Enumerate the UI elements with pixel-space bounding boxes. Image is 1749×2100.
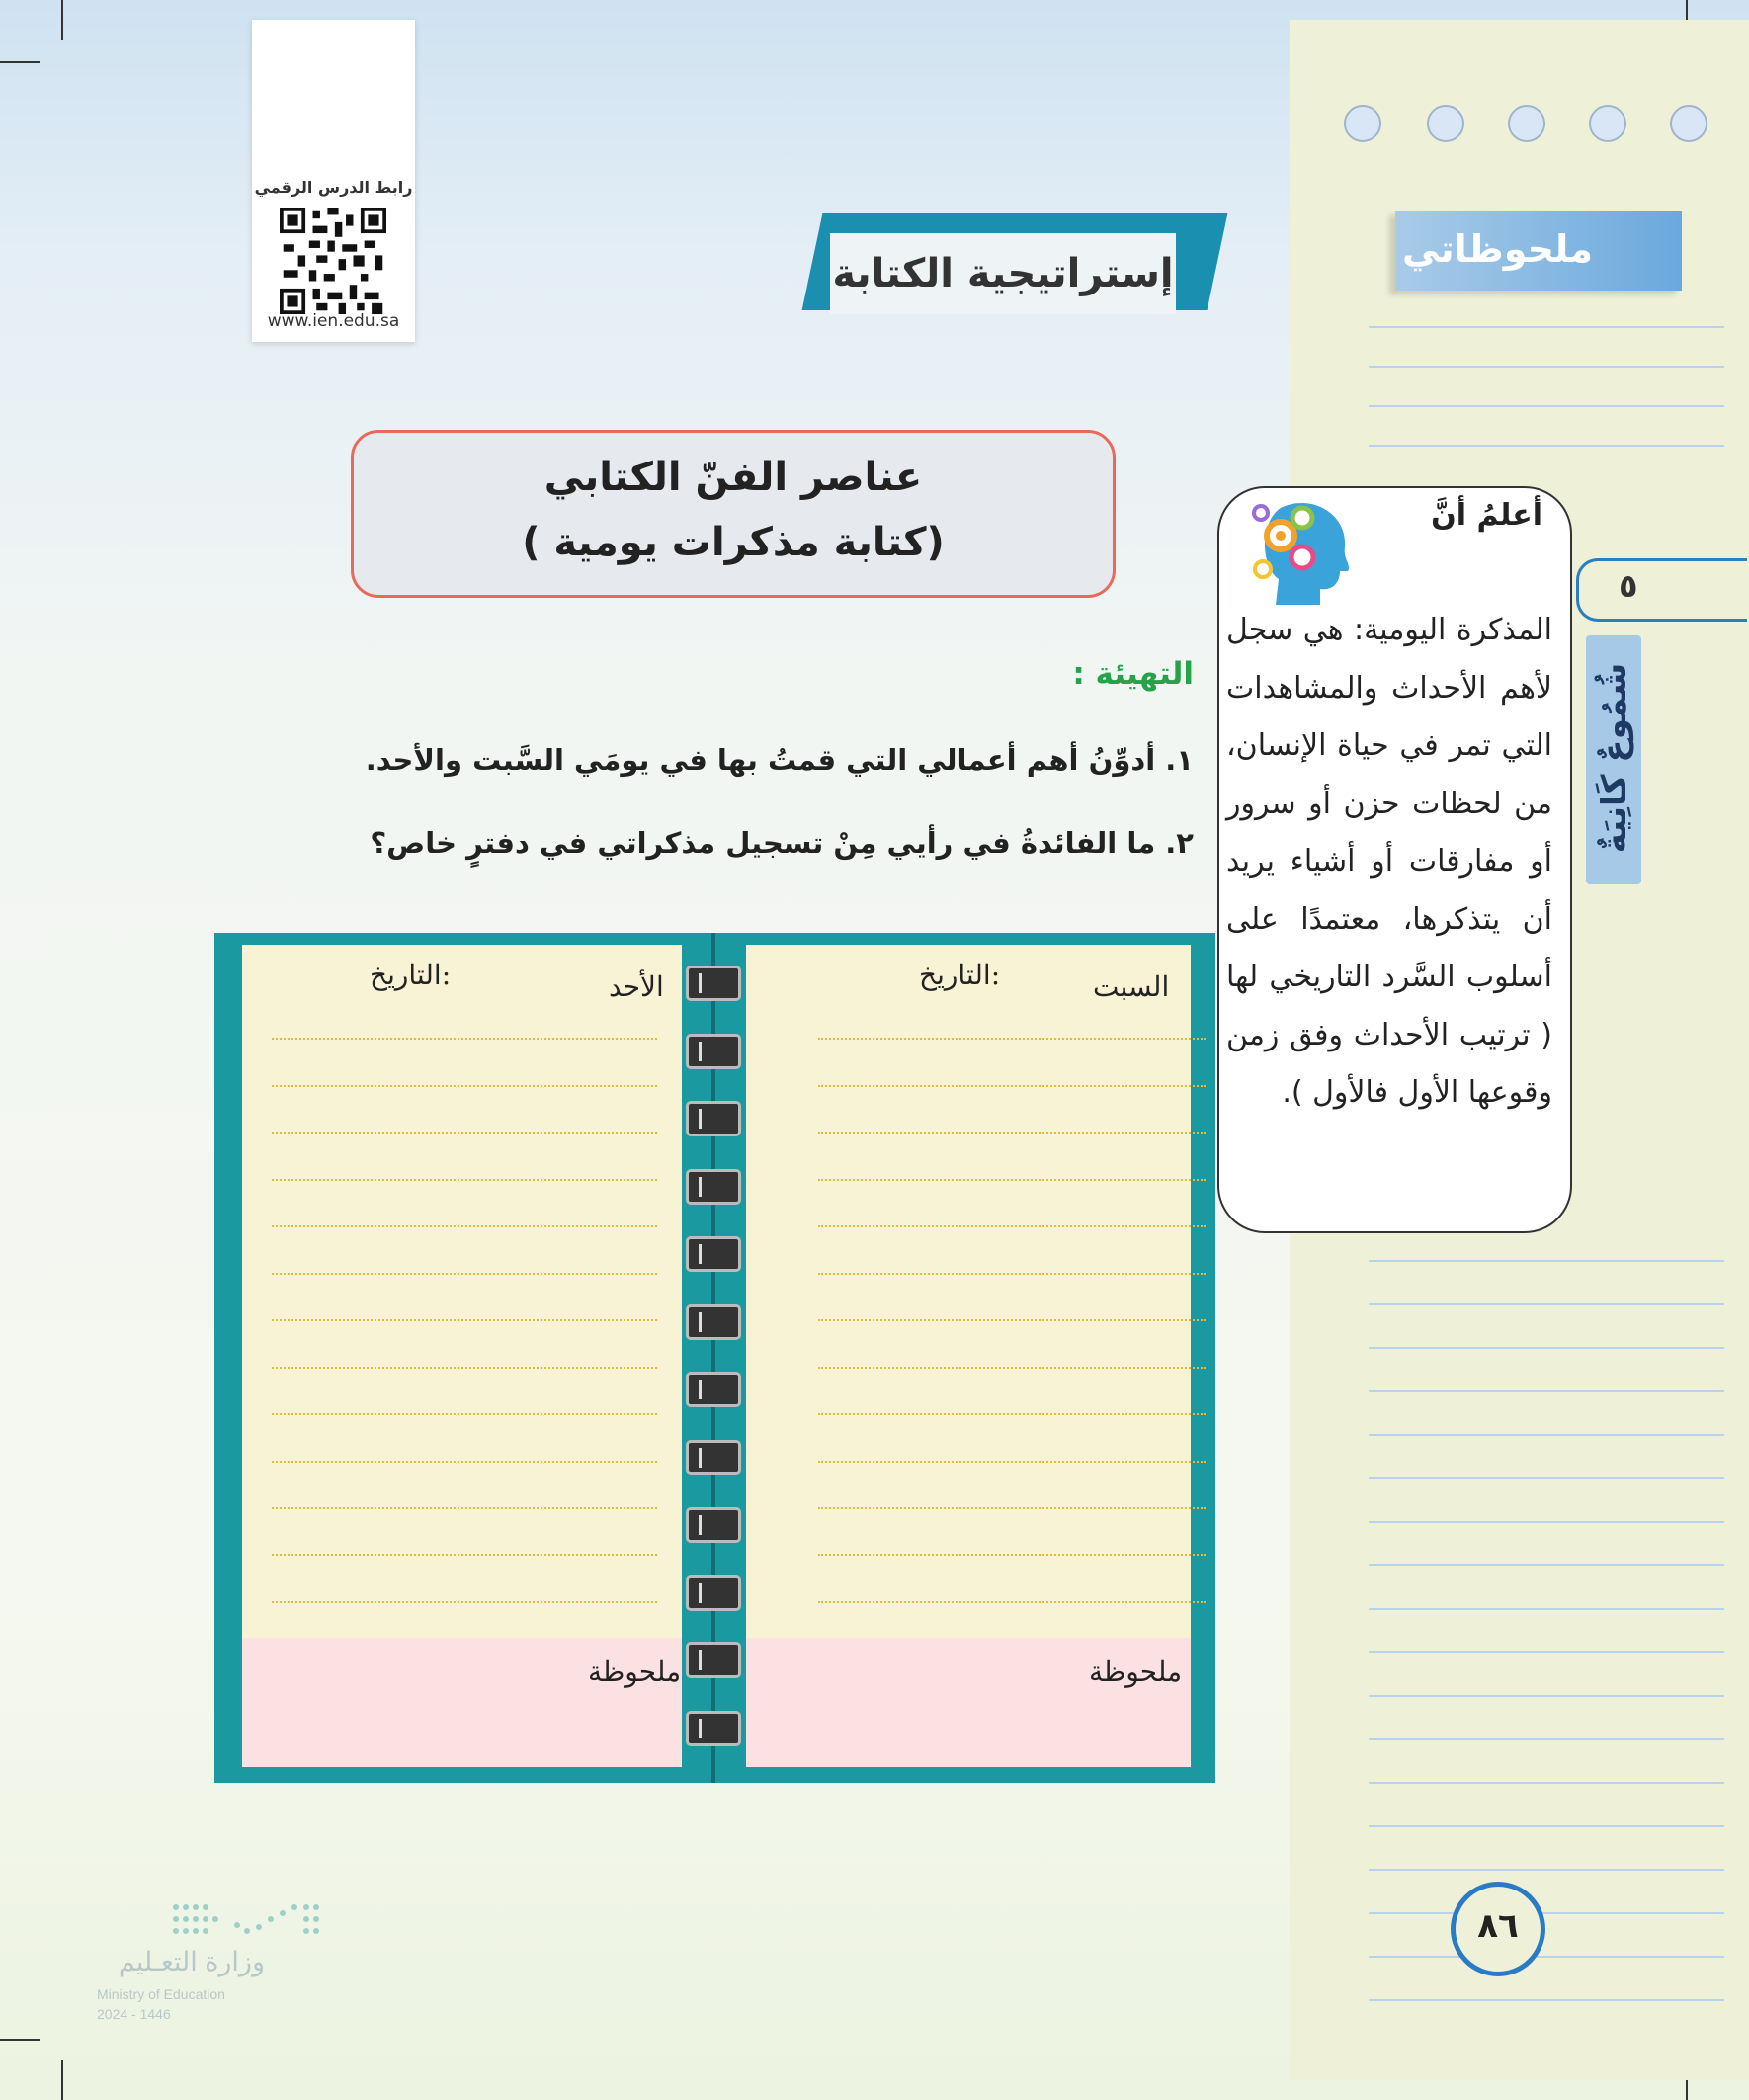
binder-hole-icon <box>1589 105 1626 142</box>
notebook-ring-icon <box>686 1236 741 1272</box>
lesson-title-box <box>351 430 1116 598</box>
crop-mark <box>0 2039 40 2041</box>
notes-tab-label: ملحوظاتي <box>1401 227 1593 271</box>
diary-writing-line[interactable] <box>272 1601 657 1603</box>
warmup-question-2: ٢. ما الفائدةُ في رأيي مِنْ تسجيل مذكراتي في دفترٍ خاص؟ <box>370 826 1194 860</box>
ruled-line <box>1369 405 1724 407</box>
notebook-ring-icon <box>686 1101 741 1136</box>
diary-writing-line[interactable] <box>818 1319 1206 1321</box>
binder-hole-icon <box>1670 105 1707 142</box>
ruled-line <box>1369 1564 1724 1566</box>
qr-label: رابط الدرس الرقمي <box>254 178 413 197</box>
crop-mark <box>0 61 40 63</box>
ruled-line <box>1369 1999 1724 2001</box>
diary-writing-line[interactable] <box>818 1367 1206 1369</box>
unit-title-tab <box>1586 635 1641 884</box>
warmup-question-1: ١. أدوِّنُ أهم أعمالي التي قمتُ بها في يومَي السَّبت والأحد. <box>365 743 1194 777</box>
lesson-title: عناصر الفنّ الكتابي <box>543 455 923 500</box>
diary-date-label-saturday: التاريخ: <box>919 959 1001 991</box>
ministry-dots-icon <box>168 1897 326 1943</box>
lesson-subtitle: ( كتابة مذكرات يومية) <box>522 520 945 565</box>
ruled-line <box>1369 1825 1724 1827</box>
diary-writing-line[interactable] <box>818 1179 1206 1181</box>
diary-writing-line[interactable] <box>818 1554 1206 1556</box>
notebook-ring-icon <box>686 1507 741 1543</box>
ministry-name-english: Ministry of Education <box>97 1986 225 2002</box>
ruled-line <box>1369 1260 1724 1262</box>
diary-writing-line[interactable] <box>272 1554 657 1556</box>
ministry-year: 2024 - 1446 <box>97 2006 171 2022</box>
unit-number-tab <box>1576 558 1747 622</box>
ruled-line <box>1369 1477 1724 1479</box>
notebook-ring-icon <box>686 966 741 1001</box>
ruled-line <box>1369 1651 1724 1653</box>
diary-writing-line[interactable] <box>272 1367 657 1369</box>
binder-hole-icon <box>1427 105 1464 142</box>
ruled-line <box>1369 1347 1724 1349</box>
ruled-line <box>1369 1782 1724 1784</box>
notebook-ring-icon <box>686 1034 741 1069</box>
diary-writing-line[interactable] <box>272 1319 657 1321</box>
ruled-line <box>1369 1521 1724 1523</box>
diary-day-sunday: الأحد <box>609 970 664 1003</box>
diary-writing-line[interactable] <box>818 1132 1206 1134</box>
qr-code-icon[interactable] <box>280 208 386 314</box>
diary-writing-line[interactable] <box>818 1273 1206 1275</box>
strategy-banner <box>830 233 1176 314</box>
diary-day-saturday: السبت <box>1093 970 1170 1003</box>
diary-writing-line[interactable] <box>272 1461 657 1463</box>
diary-note-label-saturday: ملحوظة <box>1089 1655 1183 1688</box>
diary-writing-line[interactable] <box>272 1507 657 1509</box>
ruled-line <box>1369 1956 1724 1958</box>
notebook-ring-icon <box>686 1711 741 1746</box>
qr-card[interactable] <box>252 20 415 342</box>
diary-writing-line[interactable] <box>272 1132 657 1134</box>
diary-writing-line[interactable] <box>818 1413 1206 1415</box>
crop-mark <box>61 2060 63 2100</box>
ruled-line <box>1369 1390 1724 1392</box>
info-card-body: المذكرة اليومية: هي سجل لأهم الأحداث والمشاهدات التي تمر في حياة الإنسان، من لحظات حزن أو سرور أو مفارقات أو أشياء يريد أن يتذكرها، معتمدًا على أسلوب السَّرد التاريخي لها ( ترتيب الأحداث وفق زمن وقوعها الأول فالأول ). <box>1226 613 1552 1110</box>
diary-writing-line[interactable] <box>272 1273 657 1275</box>
notebook-ring-icon <box>686 1169 741 1205</box>
ruled-line <box>1369 326 1724 328</box>
diary-writing-line[interactable] <box>818 1038 1206 1040</box>
notebook-ring-icon <box>686 1304 741 1340</box>
ruled-line <box>1369 1869 1724 1871</box>
diary-writing-line[interactable] <box>272 1413 657 1415</box>
ruled-line <box>1369 445 1724 447</box>
diary-writing-line[interactable] <box>272 1085 657 1087</box>
diary-writing-line[interactable] <box>818 1507 1206 1509</box>
binder-hole-icon <box>1508 105 1545 142</box>
diary-writing-line[interactable] <box>818 1085 1206 1087</box>
qr-url[interactable]: www.ien.edu.sa <box>267 311 400 331</box>
notebook-ring-icon <box>686 1372 741 1407</box>
diary-writing-line[interactable] <box>272 1038 657 1040</box>
ruled-line <box>1369 1434 1724 1436</box>
ruled-line <box>1369 1303 1724 1305</box>
ministry-name-arabic: وزارة التعـليم <box>118 1947 265 1976</box>
unit-title: شُمُوعٌ كَانِيَةٌ <box>1595 662 1634 854</box>
diary-date-label-sunday: التاريخ: <box>370 959 452 991</box>
info-card <box>1217 486 1572 1233</box>
diary-writing-line[interactable] <box>818 1225 1206 1227</box>
info-card-heading: أعلمُ أنَّ <box>1431 498 1542 533</box>
notebook-ring-icon <box>686 1642 741 1678</box>
unit-number: ٥ <box>1619 567 1638 605</box>
crop-mark <box>61 0 63 40</box>
ruled-line <box>1369 1608 1724 1610</box>
notes-tab <box>1395 211 1682 291</box>
diary-writing-line[interactable] <box>272 1225 657 1227</box>
notebook-ring-icon <box>686 1575 741 1611</box>
ruled-line <box>1369 366 1724 368</box>
strategy-banner-label: إستراتيجية الكتابة <box>832 251 1174 296</box>
binder-hole-icon <box>1344 105 1381 142</box>
page-number: ٨٦ <box>1451 1882 1545 1976</box>
thinking-head-icon <box>1241 488 1360 607</box>
diary-note-label-sunday: ملحوظة <box>588 1655 682 1688</box>
diary-writing-line[interactable] <box>272 1179 657 1181</box>
ruled-line <box>1369 1695 1724 1697</box>
diary-writing-line[interactable] <box>818 1601 1206 1603</box>
ruled-line <box>1369 1912 1724 1914</box>
warmup-heading: التهيئة : <box>1072 656 1194 692</box>
diary-writing-line[interactable] <box>818 1461 1206 1463</box>
notebook-ring-icon <box>686 1440 741 1475</box>
ruled-line <box>1369 1738 1724 1740</box>
